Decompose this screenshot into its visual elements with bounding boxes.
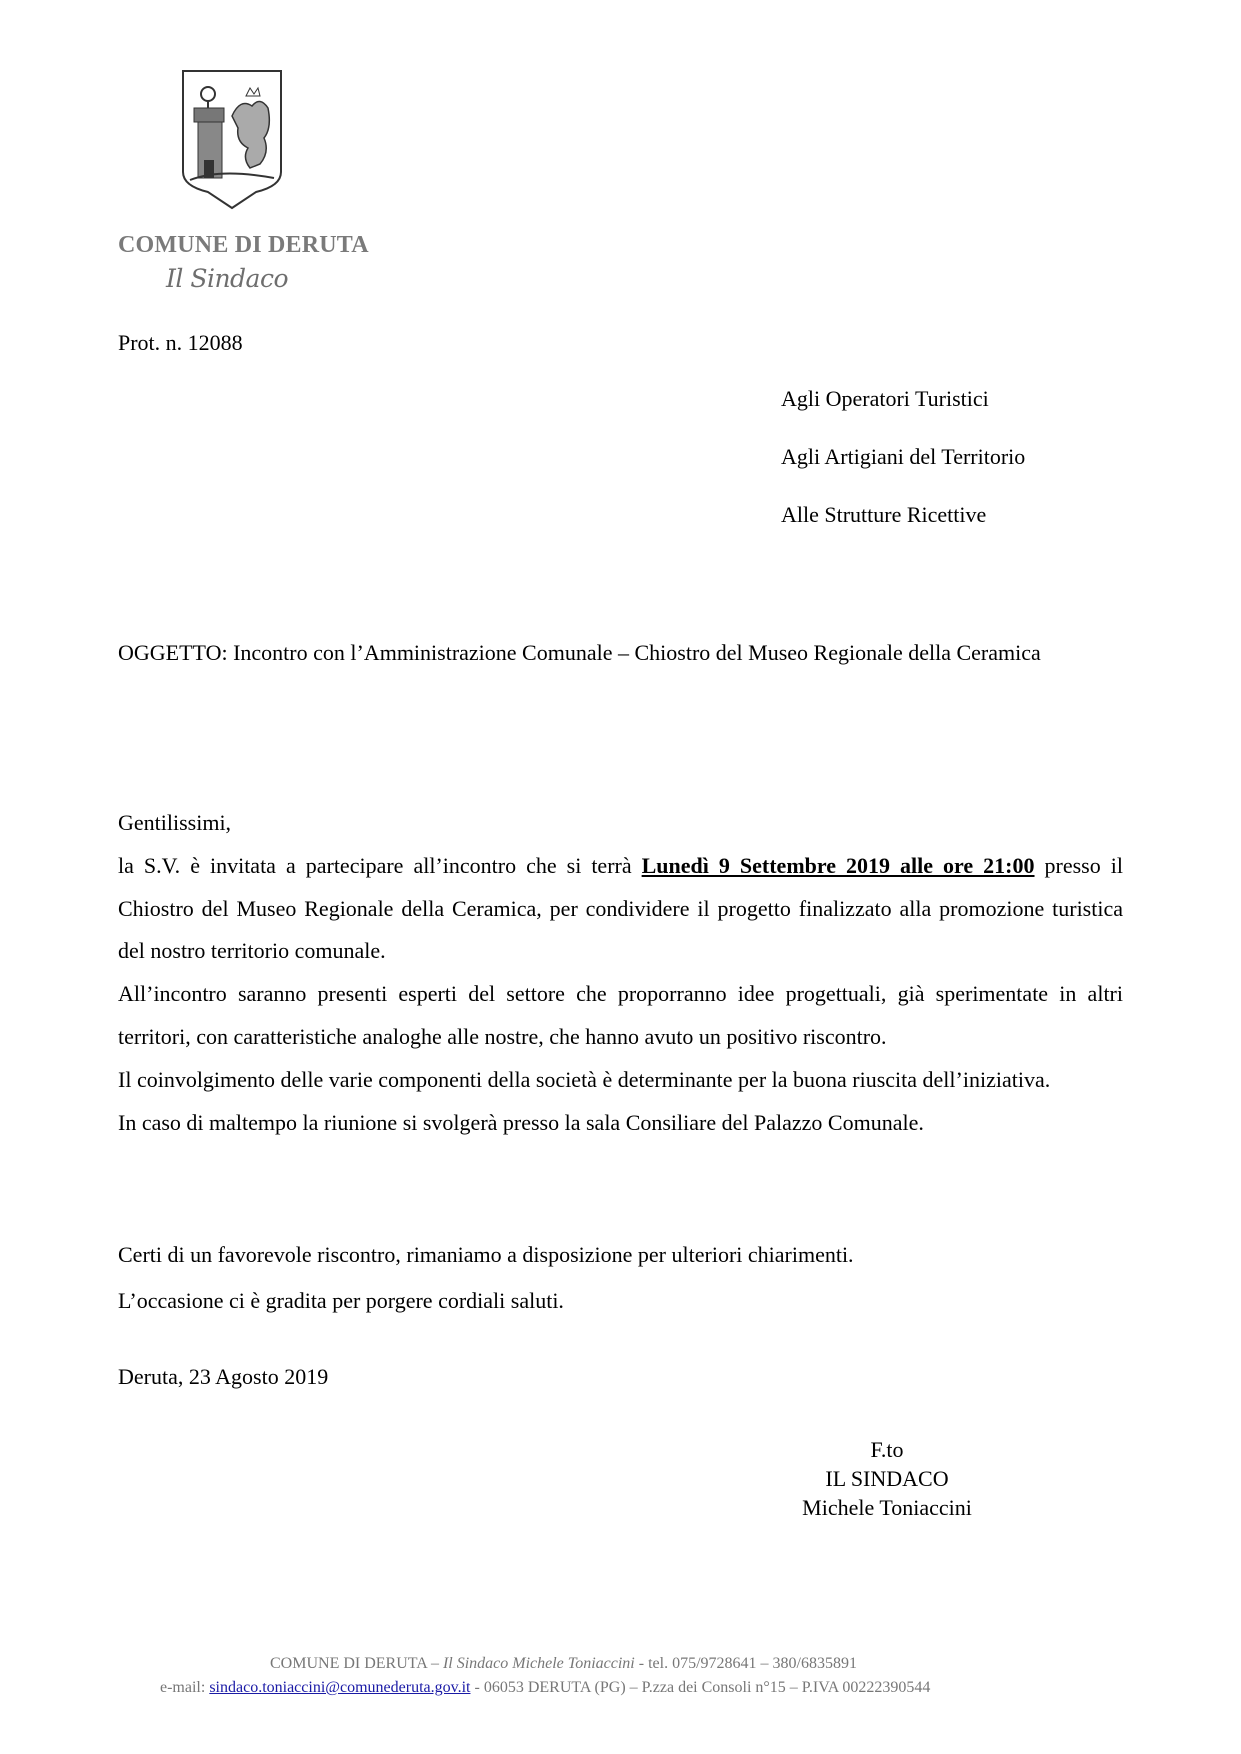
greeting: Gentilissimi, bbox=[118, 810, 232, 835]
invitation-text-before: la S.V. è invitata a partecipare all’incontro che si terrà bbox=[118, 852, 642, 878]
coat-of-arms-icon bbox=[180, 68, 284, 210]
recipients-block bbox=[781, 386, 1025, 560]
signature-block bbox=[787, 1435, 987, 1522]
protocol-number: Prot. n. 12088 bbox=[118, 330, 243, 355]
invitation-paragraph bbox=[118, 845, 1123, 973]
recipient-item: Agli Artigiani del Territorio bbox=[781, 444, 1026, 469]
experts-paragraph: All’incontro saranno presenti esperti del settore che proporranno idee progettuali, già sperimentate in altri territori, con caratteristiche analoghe alle nostre, che hanno avuto un positivo riscontro. bbox=[118, 981, 1123, 1049]
footer-address: - 06053 DERUTA (PG) – P.zza dei Consoli n°15 – P.IVA 00222390544 bbox=[470, 1679, 931, 1696]
place-date: Deruta, 23 Agosto 2019 bbox=[118, 1364, 329, 1389]
closing-block bbox=[118, 1232, 1123, 1324]
closing-line-1: Certi di un favorevole riscontro, rimaniamo a disposizione per ulteriori chiarimenti. bbox=[118, 1242, 854, 1267]
recipient-item: Alle Strutture Ricettive bbox=[781, 502, 987, 527]
footer-phones: - tel. 075/9728641 – 380/6835891 bbox=[634, 1655, 857, 1672]
footer-email-link[interactable]: sindaco.toniaccini@comunederuta.gov.it bbox=[209, 1679, 471, 1696]
invitation-text-after: presso il Chiostro del Museo Regionale della Ceramica, per condividere il progetto finalizzato alla promozione turistica del nostro territorio comunale. bbox=[118, 852, 1123, 964]
footer bbox=[0, 1652, 1241, 1700]
signature-name: Michele Toniaccini bbox=[802, 1495, 972, 1520]
signature-prefix: F.to bbox=[870, 1437, 904, 1462]
involvement-paragraph: Il coinvolgimento delle varie componenti della società è determinante per la buona riuscita dell’iniziativa. bbox=[118, 1066, 1051, 1092]
signature-title: IL SINDACO bbox=[825, 1466, 949, 1491]
footer-email-label: e-mail: bbox=[160, 1679, 210, 1696]
subject-line: OGGETTO: Incontro con l’Amministrazione Comunale – Chiostro del Museo Regionale della Ceramica bbox=[118, 640, 1041, 665]
closing-line-2: L’occasione ci è gradita per porgere cordiali saluti. bbox=[118, 1288, 564, 1313]
weather-paragraph: In caso di maltempo la riunione si svolgerà presso la sala Consiliare del Palazzo Comunale. bbox=[118, 1109, 924, 1135]
footer-org: COMUNE DI DERUTA – bbox=[270, 1655, 443, 1672]
letter-body bbox=[118, 802, 1123, 1144]
footer-line-2 bbox=[0, 1676, 1241, 1700]
org-subtitle: Il Sindaco bbox=[166, 264, 289, 293]
footer-mayor: Il Sindaco Michele Toniaccini bbox=[442, 1655, 635, 1672]
org-name: COMUNE DI DERUTA bbox=[118, 232, 369, 258]
footer-line-1 bbox=[0, 1652, 1241, 1676]
recipient-item: Agli Operatori Turistici bbox=[781, 386, 989, 411]
meeting-datetime: Lunedì 9 Settembre 2019 alle ore 21:00 bbox=[641, 852, 1035, 878]
